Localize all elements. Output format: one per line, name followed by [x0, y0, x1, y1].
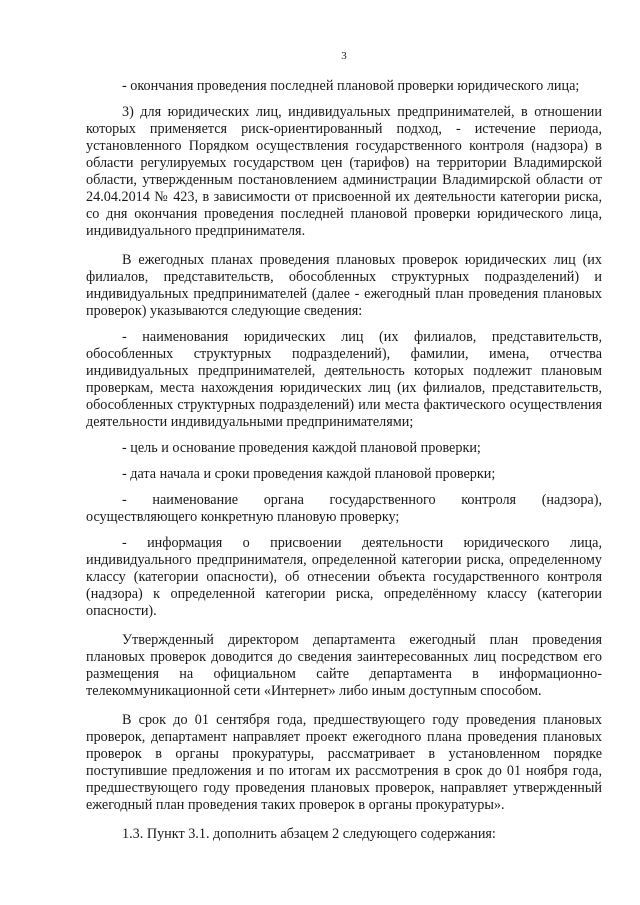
paragraph-10: В срок до 01 сентября года, предшествующего году проведения плановых проверок, департамент направляет проект ежегодного плана проведения плановых проверок в органы прокуратуры, рассматривает в установленном порядке поступившие предложения и по итогам их рассмотрения в срок до 01 ноября года, предшествующего году проведения плановых проверок, направляет утвержденный ежегодный план проведения таких проверок в органы прокуратуры».	[86, 712, 602, 813]
paragraph-4: - наименования юридических лиц (их филиалов, представительств, обособленных структурных подразделений), фамилии, имена, отчества индивидуальных предпринимателей, деятельность которых подлежит плановым проверкам, места нахождения юридических лиц (их филиалов, представительств, обособленных структурных подразделений) или места фактического осуществления деятельности индивидуальными предпринимателями;	[86, 329, 602, 430]
paragraph-3: В ежегодных планах проведения плановых проверок юридических лиц (их филиалов, представительств, обособленных структурных подразделений) и индивидуальных предпринимателей (далее - ежегодный план проведения плановых проверок) указываются следующие сведения:	[86, 252, 602, 319]
paragraph-6: - дата начала и сроки проведения каждой плановой проверки;	[122, 466, 496, 482]
paragraph-9: Утвержденный директором департамента ежегодный план проведения плановых проверок доводится до сведения заинтересованных лиц посредством его размещения на официальном сайте департамента в информационно-телекоммуникационной сети «Интернет» либо иным доступным способом.	[86, 632, 602, 699]
paragraph-7: - наименование органа государственного контроля (надзора), осуществляющего конкретную плановую проверку;	[86, 492, 602, 525]
paragraph-11: 1.3. Пункт 3.1. дополнить абзацем 2 следующего содержания:	[122, 826, 496, 842]
paragraph-8: - информация о присвоении деятельности юридического лица, индивидуального предпринимателя, определенной категории риска, определенному классу (категории опасности), об отнесении объекта государственного контроля (надзора) к определенной категории риска, определённому классу (категории опасности).	[86, 535, 602, 619]
paragraph-1: - окончания проведения последней плановой проверки юридического лица;	[122, 78, 580, 94]
page-number: 3	[341, 50, 347, 62]
paragraph-5: - цель и основание проведения каждой плановой проверки;	[122, 440, 481, 456]
paragraph-2: 3) для юридических лиц, индивидуальных предпринимателей, в отношении которых применяется риск-ориентированный подход, - истечение периода, установленного Порядком осуществления государственного контроля (надзора) в области регулируемых государством цен (тарифов) на территории Владимирской области, утвержденным постановлением администрации Владимирской области от 24.04.2014 № 423, в зависимости от присвоенной их деятельности категории риска, со дня окончания проведения последней плановой проверки юридического лица, индивидуального предпринимателя.	[86, 104, 602, 239]
